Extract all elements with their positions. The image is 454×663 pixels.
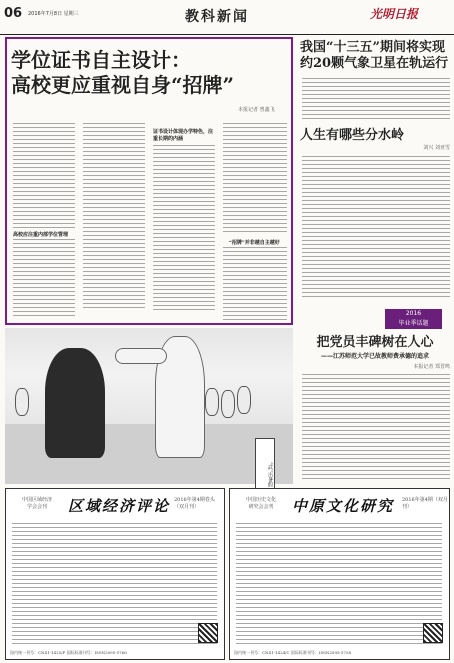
ad-right-name: 中原文化研究 — [292, 497, 395, 515]
qr-code-icon — [198, 623, 218, 643]
taekwondo-photo — [5, 328, 293, 488]
lead-body-col1b — [13, 239, 75, 319]
badge-label: 毕业季话题 — [398, 320, 429, 327]
badge-year: 2016 — [405, 310, 422, 317]
ad-left-footer: 国内统一刊号：CN41-1425/F 国际标准刊号：ISSN2095-5766 — [10, 650, 127, 655]
ad-left-logo-line1: 中国区域经济 — [21, 497, 52, 503]
story3-title: 把党员丰碑树在人心 — [316, 335, 434, 350]
photo-spectator — [237, 386, 251, 414]
lead-body-col4b — [223, 247, 287, 323]
masthead-logo: 光明日报 — [370, 7, 419, 21]
story1-title-line1: 我国“十三五”期间将实现 — [300, 40, 445, 55]
ad-left-logo-line2: 学会会刊 — [26, 504, 47, 510]
ad-left-contents — [12, 523, 217, 647]
photo-kick-leg — [115, 348, 167, 364]
ad-central-plains-culture — [229, 488, 450, 660]
story3-subtitle: ——江苏师范大学已故教师费承德的追求 — [320, 353, 429, 360]
lead-body-col3 — [153, 145, 215, 313]
photo-spectator — [205, 388, 219, 416]
page-number: 06 — [4, 6, 23, 21]
right-story-1 — [300, 40, 450, 72]
ad-right-issue: 2016年第4期（双月刊） — [402, 497, 448, 510]
right-story-3 — [300, 335, 450, 370]
photo-figure-dark — [45, 348, 105, 458]
lead-subhead-2: 证书设计体现办学特色，注重长期的内涵 — [153, 129, 214, 142]
photo-spectator — [221, 390, 235, 418]
lead-subhead-3: “招牌”并非越自主越好 — [229, 240, 280, 246]
ad-regional-economy-review — [5, 488, 225, 660]
ad-right-logo-line2: 研究会会刊 — [248, 504, 274, 510]
section-title: 教科新闻 — [185, 9, 249, 25]
story1-title-line2: 约20颗气象卫星在轨运行 — [300, 56, 449, 71]
date-line: 2016年7月8日 星期三 — [28, 11, 79, 17]
ad-right-logo — [236, 497, 286, 511]
lead-body-col2 — [83, 123, 145, 311]
lead-title-line1: 学位证书自主设计： — [11, 48, 191, 72]
photo-caption-title: “武”出暑假 — [267, 462, 273, 488]
ad-right-contents — [236, 523, 442, 647]
right-story-2 — [300, 128, 450, 151]
story3-byline: 本报记者 郑晋鸣 — [413, 364, 450, 370]
page-header — [0, 0, 454, 35]
photo-spectator — [15, 388, 29, 416]
story3-body — [302, 374, 450, 482]
lead-body-col4 — [223, 123, 287, 235]
story1-body — [302, 78, 450, 122]
lead-byline: 本报记者 曾鑫飞 — [238, 107, 275, 113]
lead-story — [5, 37, 293, 325]
lead-body-col1 — [13, 123, 75, 231]
ad-right-footer: 国内统一刊号：CN41-1424/C 国际标准刊号：ISSN2095-5758 — [234, 650, 352, 655]
ad-left-logo — [12, 497, 62, 511]
lead-subhead-1: 高校应注重内部学位管理 — [13, 232, 69, 238]
story2-title: 人生有哪些分水岭 — [300, 128, 405, 143]
ad-left-name: 区域经济评论 — [68, 497, 171, 515]
ad-right-logo-line1: 中国历史文化 — [245, 497, 276, 503]
story2-byline: 刘兴 刘亚雪 — [423, 145, 450, 151]
graduation-season-badge — [385, 309, 442, 329]
qr-code-icon — [423, 623, 443, 643]
ad-left-issue: 2016年第4期卷头（双月刊） — [174, 497, 215, 510]
story2-body — [302, 156, 450, 300]
lead-title-line2: 高校更应重视自身“招牌” — [11, 73, 235, 97]
